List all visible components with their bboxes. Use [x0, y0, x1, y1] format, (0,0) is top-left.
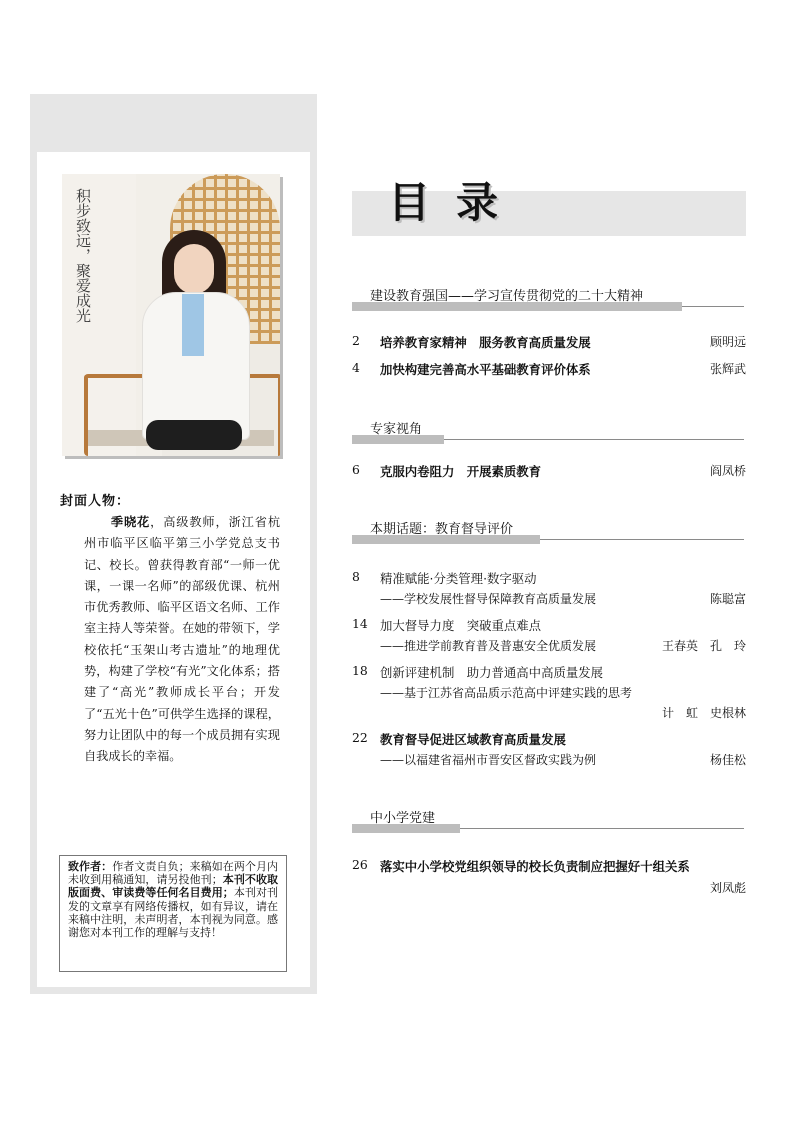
- toc-entry[interactable]: [352, 730, 746, 770]
- section-header-4: [352, 807, 744, 833]
- entry-title: 培养教育家精神 服务教育高质量发展: [380, 335, 591, 350]
- cover-person-heading: 封面人物：: [60, 494, 131, 509]
- entry-author: 杨佳松: [709, 753, 746, 767]
- entry-subtitle: ——基于江苏省高品质示范高中评建实践的思考: [380, 686, 633, 700]
- entry-title: 精准赋能·分类管理·数字驱动: [380, 571, 537, 586]
- section-label: 建设教育强国——学习宣传贯彻党的二十大精神: [370, 289, 644, 304]
- entry-title: 克服内卷阻力 开展素质教育: [380, 464, 542, 479]
- entry-author: 张辉武: [709, 362, 746, 376]
- entry-author: 计 虹 史根林: [661, 706, 746, 720]
- entry-subtitle: ——以福建省福州市晋安区督政实践为例: [380, 753, 597, 767]
- section-label: 本期话题：教育督导评价: [370, 522, 514, 537]
- toc-entry[interactable]: [352, 663, 746, 723]
- entry-author: 王春英 孔 玲: [661, 639, 746, 653]
- entry-subtitle: ——学校发展性督导保障教育高质量发展: [380, 592, 597, 606]
- calligraphy-text: 积步致远，聚爱成光: [74, 188, 92, 323]
- cover-person-bio: [84, 512, 280, 768]
- entry-title: 加快构建完善高水平基础教育评价体系: [380, 362, 591, 377]
- entry-page: 8: [352, 569, 360, 584]
- entry-author: 陈聪富: [709, 592, 746, 606]
- toc-entry[interactable]: [352, 616, 746, 656]
- author-notice-box: [59, 855, 287, 972]
- entry-page: 4: [352, 360, 360, 375]
- section-header-2: [352, 418, 744, 444]
- toc-entry[interactable]: [352, 569, 746, 609]
- entry-title: 加大督导力度 突破重点难点: [380, 618, 542, 633]
- toc-entry[interactable]: [352, 360, 746, 378]
- entry-page: 2: [352, 333, 360, 348]
- section-header-1: [352, 285, 744, 311]
- entry-page: 6: [352, 462, 360, 477]
- section-header-3: [352, 518, 744, 544]
- cover-person-name: 季晓花: [110, 515, 151, 529]
- entry-author: 阎凤桥: [709, 464, 746, 478]
- notice-part2: 本刊对刊发的文章享有网络传播权，如有异议，请在来稿中注明，未声明者，本刊视为同意。感谢您对本刊工作的理解与支持！: [68, 886, 279, 940]
- entry-title: 创新评建机制 助力普通高中高质量发展: [380, 665, 604, 680]
- notice-bold: 本刊不收取版面费、审读费等任何名目费用；: [68, 873, 279, 900]
- section-label: 中小学党建: [370, 811, 436, 826]
- person-blue-shirt: [182, 294, 204, 356]
- entry-subtitle: ——推进学前教育普及普惠安全优质发展: [380, 639, 597, 653]
- person-face: [174, 244, 214, 294]
- entry-page: 14: [352, 616, 368, 631]
- entry-page: 22: [352, 730, 368, 745]
- notice-lead: 致作者：: [68, 860, 113, 873]
- cover-photo: [62, 174, 280, 456]
- person-black-trousers: [146, 420, 242, 450]
- entry-page: 18: [352, 663, 368, 678]
- notice-part1: 作者文责自负；来稿如在两个月内未收到用稿通知，请另投他刊；: [68, 860, 279, 887]
- section-label: 专家视角: [370, 422, 423, 437]
- toc-entry[interactable]: [352, 333, 746, 351]
- entry-author: 顾明远: [709, 335, 746, 349]
- toc-entry[interactable]: [352, 462, 746, 480]
- entry-title: 教育督导促进区域教育高质量发展: [380, 732, 566, 747]
- entry-title: 落实中小学校党组织领导的校长负责制应把握好十组关系: [380, 859, 690, 874]
- entry-page: 26: [352, 857, 368, 872]
- entry-author: 刘凤彪: [709, 881, 746, 895]
- toc-title: 目录: [388, 178, 525, 227]
- toc-entry[interactable]: [352, 857, 746, 897]
- cover-person-description: ，高级教师，浙江省杭州市临平区临平第三小学党总支书记、校长。曾获得教育部“一师一优课，一课一名师”的部级优课、杭州市优秀教师、临平区语文名师、工作室主持人等荣誉。在她的带领下，学校依托“玉架山考古遗址”的地理优势，构建了学校“有光”文化体系；搭建了“高光”教师成长平台；开发了“五光十色”可供学生选择的课程，努力让团队中的每一个成员拥有实现自我成长的幸福。: [84, 515, 281, 764]
